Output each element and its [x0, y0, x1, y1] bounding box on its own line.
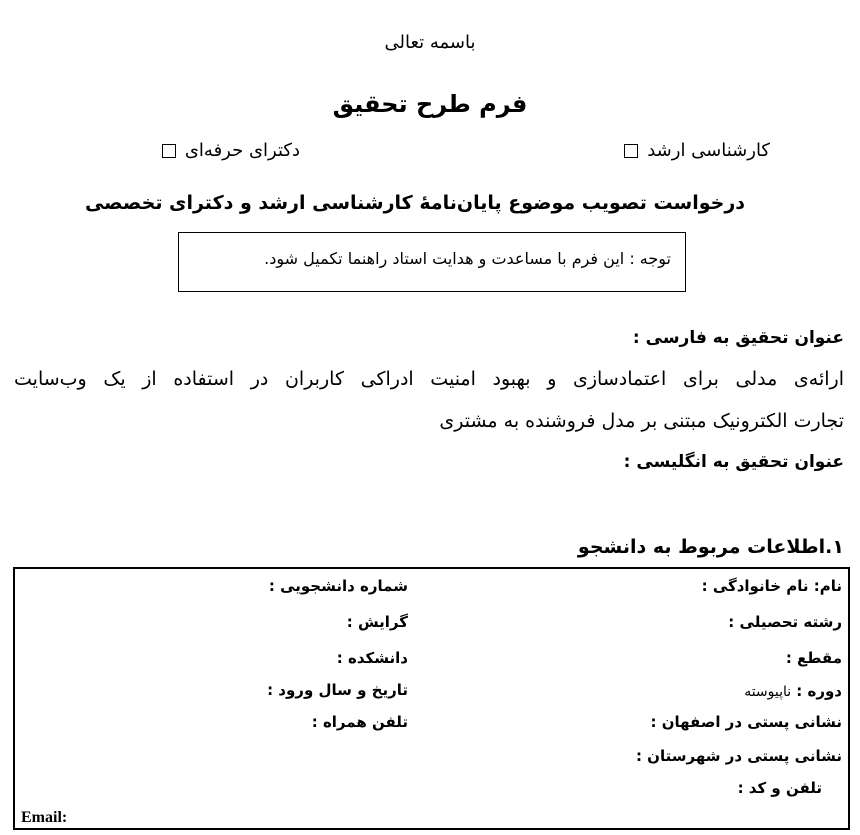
student-number-label: شماره دانشجویی : [268, 577, 408, 595]
section1-heading: ۱.اطلاعات مربوط به دانشجو [577, 536, 844, 558]
level-label: مقطع : [785, 649, 842, 667]
orientation-label: گرایش : [346, 613, 408, 631]
invocation-text: باسمه تعالی [384, 32, 476, 53]
option-masters-label: کارشناسی ارشد [647, 140, 770, 161]
course-value: ناپیوسته [744, 684, 792, 700]
note-box [178, 232, 686, 292]
request-title: درخواست تصویب موضوع پایان‌نامهٔ کارشناسی ارشد و دکترای تخصصی [84, 192, 746, 214]
email-label: Email: [21, 809, 68, 826]
masters-checkbox[interactable] [624, 144, 638, 158]
entry-date-label: تاریخ و سال ورود : [267, 681, 408, 699]
option-phd-label: دکترای حرفه‌ای [184, 140, 300, 161]
phone-code-label: تلفن و کد : [737, 779, 822, 797]
address-isfahan-label: نشانی پستی در اصفهان : [650, 713, 842, 731]
option-phd[interactable] [110, 140, 300, 161]
mobile-label: تلفن همراه : [311, 713, 408, 731]
address-city-label: نشانی پستی در شهرستان : [635, 747, 842, 765]
persian-title-label: عنوان تحقیق به فارسی : [632, 328, 844, 348]
name-label: نام: نام خانوادگی : [701, 577, 842, 595]
form-title: فرم طرح تحقیق [332, 90, 528, 118]
course-field [744, 681, 842, 700]
english-title-label: عنوان تحقیق به انگلیسی : [623, 452, 844, 472]
phd-checkbox[interactable] [162, 144, 176, 158]
note-text: توجه : این فرم با مساعدت و هدایت استاد راهنما تکمیل شود. [264, 249, 671, 268]
persian-title-line2: تجارت الکترونیک مبتنی بر مدل فروشنده به مشتری [439, 410, 844, 432]
course-label: دوره : [796, 682, 842, 700]
option-masters[interactable] [560, 140, 770, 161]
persian-title-line1: ارائه‌ی مدلی برای اعتمادسازی و بهبود امنیت ادراکی کاربران در استفاده از یک وب‌سایت [14, 368, 844, 390]
faculty-label: دانشکده : [336, 649, 408, 667]
major-label: رشته تحصیلی : [728, 613, 842, 631]
student-info-table [13, 567, 850, 830]
